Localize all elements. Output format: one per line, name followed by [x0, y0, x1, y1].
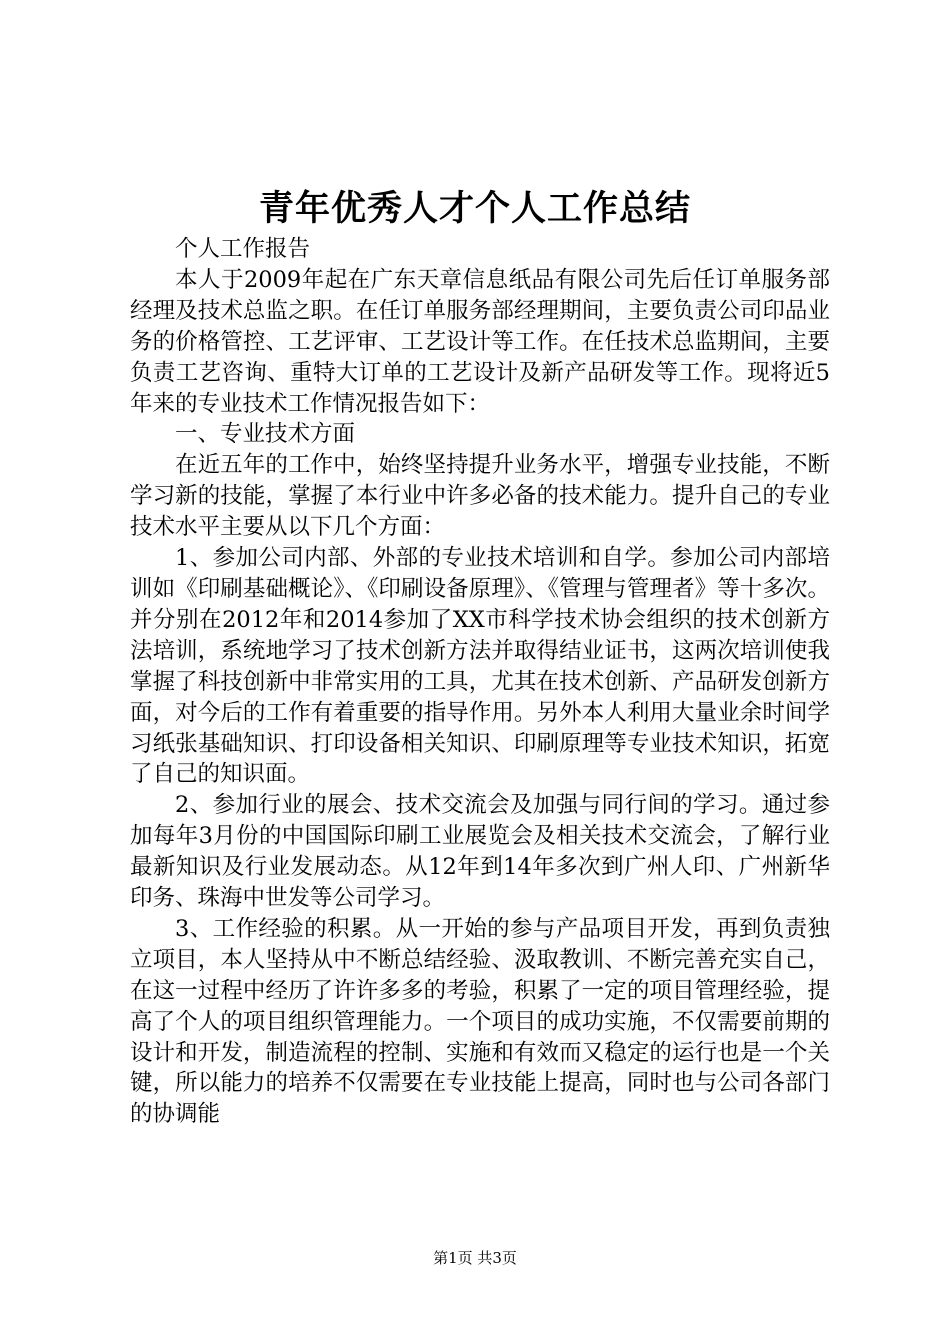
page-number-footer: 第1页 共3页 — [433, 1249, 517, 1267]
paragraph-item-2: 2、参加行业的展会、技术交流会及加强与同行间的学习。通过参加每年3月份的中国国际印刷工业展览会及相关技术交流会，了解行业最新知识及行业发展动态。从12年到14年多次到广州人印、广州新华印务、珠海中世发等公司学习。 — [130, 792, 830, 912]
paragraph-item-1: 1、参加公司内部、外部的专业技术培训和自学。参加公司内部培训如《印刷基础概论》、《印刷设备原理》、《管理与管理者》等十多次。并分别在2012年和2014参加了XX市科学技术协会组织的技术创新方法培训，系统地学习了技术创新方法并取得结业证书，这两次培训使我掌握了科技创新中非常实用的工具，尤其在技术创新、产品研发创新方面，对今后的工作有着重要的指导作用。另外本人利用大量业余时间学习纸张基础知识、打印设备相关知识、印刷原理等专业技术知识，拓宽了自己的知识面。 — [130, 545, 830, 788]
paragraph-item-3: 3、工作经验的积累。从一开始的参与产品项目开发，再到负责独立项目，本人坚持从中不断总结经验、汲取教训、不断完善充实自己，在这一过程中经历了许许多多的考验，积累了一定的项目管理经验，提高了个人的项目组织管理能力。一个项目的成功实施，不仅需要前期的设计和开发，制造流程的控制、实施和有效而又稳定的运行也是一个关键，所以能力的培养不仅需要在专业技能上提高，同时也与公司各部门的协调能 — [130, 915, 830, 1128]
document-body — [130, 234, 830, 1130]
document-title: 青年优秀人才个人工作总结 — [258, 188, 691, 229]
paragraph-section-heading: 一、专业技术方面 — [175, 421, 356, 448]
paragraph-report-heading: 个人工作报告 — [175, 236, 311, 262]
paragraph-introduction: 本人于2009年起在广东天章信息纸品有限公司先后任订单服务部经理及技术总监之职。在任订单服务部经理期间，主要负责公司印品业务的价格管控、工艺评审、工艺设计等工作。在任技术总监期间，主要负责工艺咨询、重特大订单的工艺设计及新产品研发等工作。现将近5年来的专业技术工作情况报告如下： — [130, 266, 830, 417]
paragraph-section-intro: 在近五年的工作中，始终坚持提升业务水平，增强专业技能，不断学习新的技能，掌握了本行业中许多必备的技术能力。提升自己的专业技术水平主要从以下几个方面： — [130, 452, 830, 541]
